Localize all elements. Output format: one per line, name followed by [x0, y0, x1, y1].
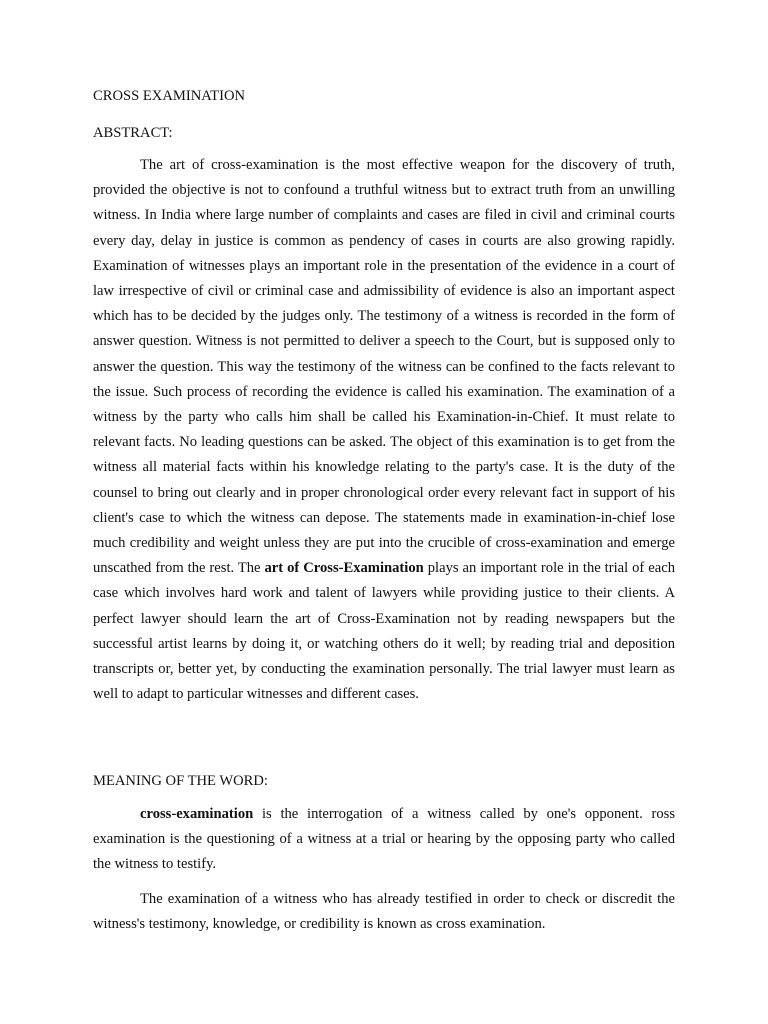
meaning-paragraph-2: The examination of a witness who has already testified in order to check or discredit the witness's testimony, knowledge, or credibility is known as cross examination.: [93, 891, 675, 933]
meaning-heading: MEANING OF THE WORD:: [93, 773, 268, 789]
abstract-text-part1: The art of cross-examination is the most effective weapon for the discovery of truth, provided the objective is not to confound a truthful witness but to extract truth from an unwilling witness. In India where large number of complaints and cases are filed in civil and criminal courts every day, delay in justice is common as pendency of cases in courts are also growing rapidly. Examination of witnesses plays an important role in the presentation of the evidence in a court of law irrespective of civil or criminal case and admissibility of evidence is also an important aspect which has to be decided by the judges only. The testimony of a witness is recorded in the form of answer question. Witness is not permitted to deliver a speech to the Court, but is supposed only to answer the question. This way the testimony of the witness can be confined to the facts relevant to the issue. Such process of recording the evidence is called his examination. The examination of a witness by the party who calls him shall be called his Examination-in-Chief. It must relate to relevant facts. No leading questions can be asked. The object of this examination is to get from the witness all material facts within his knowledge relating to the party's case. It is the duty of the counsel to bring out clearly and in proper chronological order every relevant fact in support of his client's case to which the witness can depose. The statements made in examination-in-chief lose much credibility and weight unless they are put into the crucible of cross-examination and emerge unscathed from the rest. The: [93, 157, 675, 577]
abstract-heading: ABSTRACT:: [93, 125, 173, 141]
meaning-term: cross-examination: [140, 806, 254, 822]
abstract-paragraph: [93, 153, 675, 707]
meaning-paragraph-1: [93, 802, 675, 878]
meaning-definition: is the interrogation of a witness called by one's opponent. ross examination is the questioning of a witness at a trial or hearing by the opposing party who called the witness to testify.: [93, 806, 675, 873]
document-title: CROSS EXAMINATION: [93, 88, 246, 104]
abstract-text-part2: plays an important role in the trial of each case which involves hard work and talent of lawyers while providing justice to their clients. A perfect lawyer should learn the art of Cross-Examination not by reading newspapers but the successful artist learns by doing it, or watching others do it well; by reading trial and deposition transcripts or, better yet, by conducting the examination personally. The trial lawyer must learn as well to adapt to particular witnesses and different cases.: [93, 560, 675, 703]
abstract-bold-phrase: art of Cross-Examination: [264, 560, 424, 577]
